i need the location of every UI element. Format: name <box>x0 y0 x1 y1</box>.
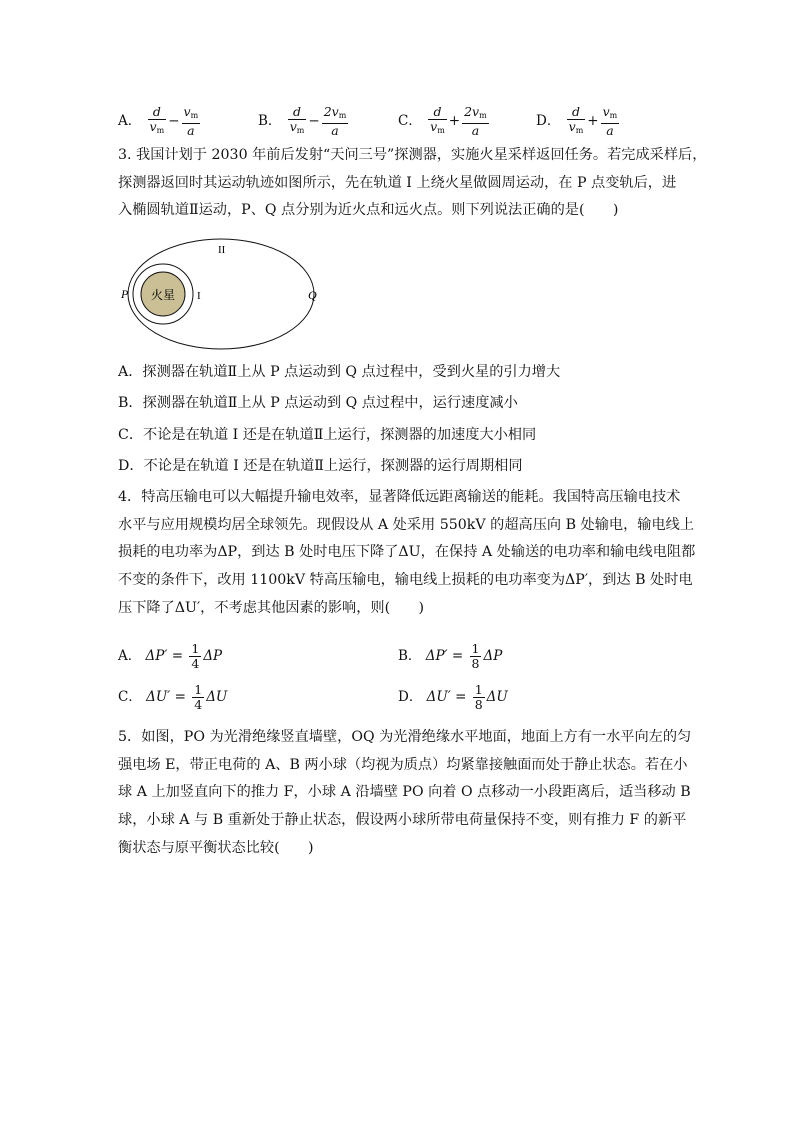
point-P-label: P <box>121 287 129 301</box>
q4-option-b[interactable]: B． ΔP′ = $\frac{1}{8}$ ΔP <box>398 641 503 671</box>
fraction: $\frac{1}{8}$ <box>471 641 480 671</box>
mars-label: 火星 <box>150 288 176 302</box>
q4-stem-line-2: 水平与应用规模均居全球领先。现假设从 A 处采用 550kV 的超高压向 B 处输电，输电线上 <box>118 517 695 533</box>
fraction: $\frac{d}{v_m}$ <box>430 104 445 135</box>
fraction: $\frac{1}{4}$ <box>191 641 200 671</box>
q4-option-a[interactable]: A． ΔP′ = $\frac{1}{4}$ ΔP <box>118 641 223 671</box>
q5-stem-line-1: 5．如图，PO 为光滑绝缘竖直墙壁，OQ 为光滑绝缘水平地面，地面上方有一水平向左的匀 <box>118 729 692 745</box>
orbit-I-label: I <box>197 290 201 302</box>
orbit-diagram <box>118 236 338 356</box>
q2-option-a[interactable]: A． $\frac{d}{v_m}$ − $\frac{v_m}{a}$ <box>118 104 199 138</box>
q4-stem-line-1: 4．特高压输电可以大幅提升输电效率，显著降低远距离输送的能耗。我国特高压输电技术 <box>118 489 681 505</box>
fraction: $\frac{2v_m}{a}$ <box>464 104 487 138</box>
q4-option-d[interactable]: D． ΔU′ = $\frac{1}{8}$ ΔU <box>398 682 508 712</box>
q3-stem-line-1: 3. 我国计划于 2030 年前后发射“天问三号”探测器，实施火星采样返回任务。若完成采样后， <box>118 147 707 163</box>
q5-stem-line-4: 球，小球 A 与 B 重新处于静止状态，假设两小球所带电荷量保持不变，则有推力 F 的新平 <box>118 812 687 828</box>
q5-stem-line-3: 球 A 上加竖直向下的推力 F，小球 A 沿墙壁 PO 向着 O 点移动一小段距离后，适当移动 B <box>118 784 691 800</box>
orbit-II-label: II <box>218 244 226 256</box>
fraction: $\frac{1}{8}$ <box>474 682 483 712</box>
q2-option-c[interactable]: C． $\frac{d}{v_m}$ + $\frac{2v_m}{a}$ <box>398 104 487 138</box>
fraction: $\frac{v_m}{a}$ <box>602 104 618 138</box>
point-Q-label: Q <box>308 288 317 302</box>
q2-options-row <box>118 98 618 138</box>
q3-option-d[interactable]: D．不论是在轨道 I 还是在轨道Ⅱ上运行，探测器的运行周期相同 <box>118 458 523 474</box>
q3-option-a[interactable]: A．探测器在轨道Ⅱ上从 P 点运动到 Q 点过程中，受到火星的引力增大 <box>118 364 561 380</box>
q4-stem-line-5: 压下降了ΔU′，不考虑其他因素的影响，则( ) <box>118 600 425 616</box>
q4-option-c[interactable]: C． ΔU′ = $\frac{1}{4}$ ΔU <box>118 682 228 712</box>
q4-stem-line-4: 不变的条件下，改用 1100kV 特高压输电，输电线上损耗的电功率变为ΔP′，到达 B 处时电 <box>118 572 693 588</box>
fraction: $\frac{v_m}{a}$ <box>183 104 199 138</box>
fraction: $\frac{d}{v_m}$ <box>289 104 305 135</box>
q2-option-b[interactable]: B． $\frac{d}{v_m}$ − $\frac{2v_m}{a}$ <box>258 104 347 138</box>
q5-stem-line-5: 衡状态与原平衡状态比较( ) <box>118 840 314 856</box>
q2-option-d[interactable]: D． $\frac{d}{v_m}$ + $\frac{v_m}{a}$ <box>536 104 618 138</box>
fraction: $\frac{2v_m}{a}$ <box>323 104 347 138</box>
q5-stem-line-2: 强电场 E，带正电荷的 A、B 两小球（均视为质点）均紧靠接触面而处于静止状态。若在小 <box>118 757 688 773</box>
q3-option-c[interactable]: C．不论是在轨道 I 还是在轨道Ⅱ上运行，探测器的加速度大小相同 <box>118 427 537 443</box>
q3-stem-line-2: 探测器返回时其运动轨迹如图所示，先在轨道 I 上绕火星做圆周运动，在 P 点变轨后，进 <box>118 175 677 191</box>
q4-stem-line-3: 损耗的电功率为ΔP，到达 B 处时电压下降了ΔU，在保持 A 处输送的电功率和输电线电阻都 <box>118 544 696 560</box>
fraction: $\frac{1}{4}$ <box>194 682 203 712</box>
fraction: $\frac{d}{v_m}$ <box>149 104 165 135</box>
q3-stem-line-3: 入椭圆轨道Ⅱ运动，P、Q 点分别为近火点和远火点。则下列说法正确的是( ) <box>118 202 619 218</box>
fraction: $\frac{d}{v_m}$ <box>568 104 584 135</box>
q3-option-b[interactable]: B．探测器在轨道Ⅱ上从 P 点运动到 Q 点过程中，运行速度减小 <box>118 395 518 411</box>
